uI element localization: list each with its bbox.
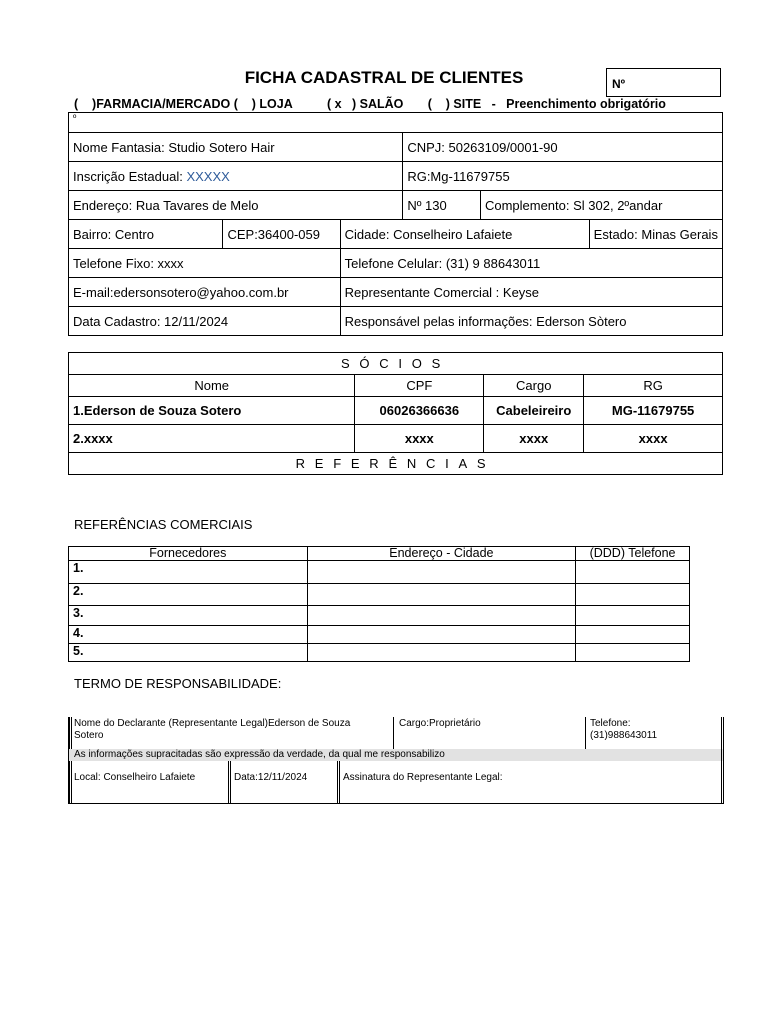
socio-nome[interactable]: 1.Ederson de Souza Sotero (69, 397, 355, 425)
cargo-field[interactable]: Cargo:Proprietário (399, 718, 481, 729)
table-row (69, 626, 690, 644)
ref-fornecedor[interactable]: 3. (69, 606, 308, 626)
ref-telefone[interactable] (576, 584, 690, 606)
divider (337, 761, 340, 803)
declarante-field[interactable]: Nome do Declarante (Representante Legal)Ederson de Souza Sotero (74, 718, 351, 741)
ref-fornecedor[interactable]: 1. (69, 561, 308, 584)
number-label: Nº (612, 77, 626, 91)
email-field[interactable]: E-mail:edersonsotero@yahoo.com.br (69, 278, 341, 307)
rg-field[interactable]: RG:Mg-11679755 (403, 162, 723, 191)
data-field[interactable]: Data:12/11/2024 (234, 772, 308, 783)
client-info-table (68, 112, 723, 336)
divider (393, 717, 394, 749)
ordinal-mark: º (69, 113, 723, 133)
table-row (69, 397, 723, 425)
ref-endereco[interactable] (307, 584, 576, 606)
socios-header-rg: RG (584, 375, 723, 397)
endereco-field[interactable]: Endereço: Rua Tavares de Melo (69, 191, 403, 220)
socio-cpf[interactable]: 06026366636 (355, 397, 484, 425)
complemento-field[interactable]: Complemento: Sl 302, 2ºandar (480, 191, 722, 220)
cep-field[interactable]: CEP:36400-059 (223, 220, 340, 249)
socio-cargo[interactable]: Cabeleireiro (484, 397, 584, 425)
divider (228, 761, 231, 803)
representante-field[interactable]: Representante Comercial : Keyse (340, 278, 722, 307)
form-title: FICHA CADASTRAL DE CLIENTES (244, 68, 524, 87)
divider (585, 717, 586, 749)
referencias-title: REFERÊNCIAS (69, 453, 723, 475)
responsavel-field[interactable]: Responsável pelas informações: Ederson Sòtero (340, 307, 722, 336)
ref-fornecedor[interactable]: 5. (69, 644, 308, 662)
socio-cargo[interactable]: xxxx (484, 425, 584, 453)
ref-header-endereco: Endereço - Cidade (307, 547, 576, 561)
telefone-field[interactable]: Telefone: (31)988643011 (590, 718, 658, 741)
divider (69, 717, 72, 749)
table-row (69, 561, 690, 584)
ref-telefone[interactable] (576, 561, 690, 584)
socios-header-cpf: CPF (355, 375, 484, 397)
declaracao-text: As informações supracitadas são expressão da verdade, da qual me responsabilizo (74, 749, 445, 760)
table-row (69, 425, 723, 453)
bairro-field[interactable]: Bairro: Centro (69, 220, 223, 249)
telefone-fixo-field[interactable]: Telefone Fixo: xxxx (69, 249, 341, 278)
referencias-table (68, 546, 690, 662)
socios-table (68, 352, 723, 475)
telefone-celular-field[interactable]: Telefone Celular: (31) 9 88643011 (340, 249, 722, 278)
ref-endereco[interactable] (307, 626, 576, 644)
divider (721, 717, 724, 803)
ref-fornecedor[interactable]: 2. (69, 584, 308, 606)
ref-endereco[interactable] (307, 561, 576, 584)
inscricao-label: Inscrição Estadual: (73, 168, 187, 184)
estado-field[interactable]: Estado: Minas Gerais (589, 220, 722, 249)
ref-telefone[interactable] (576, 644, 690, 662)
ref-telefone[interactable] (576, 626, 690, 644)
inscricao-value: XXXXX (186, 168, 230, 184)
table-row (69, 606, 690, 626)
cnpj-field[interactable]: CNPJ: 50263109/0001-90 (403, 133, 723, 162)
table-row (69, 584, 690, 606)
socios-title: SÓCIOS (69, 353, 723, 375)
socios-header-nome: Nome (69, 375, 355, 397)
ref-header-fornecedores: Fornecedores (69, 547, 308, 561)
divider (69, 761, 72, 803)
socios-header-cargo: Cargo (484, 375, 584, 397)
inscricao-estadual-field[interactable] (69, 162, 403, 191)
cidade-field[interactable]: Cidade: Conselheiro Lafaiete (340, 220, 589, 249)
nome-fantasia-field[interactable]: Nome Fantasia: Studio Sotero Hair (69, 133, 403, 162)
socio-cpf[interactable]: xxxx (355, 425, 484, 453)
assinatura-field[interactable]: Assinatura do Representante Legal: (343, 772, 503, 783)
numero-field[interactable]: Nº 130 (403, 191, 481, 220)
socio-rg[interactable]: xxxx (584, 425, 723, 453)
business-type-line: ( )FARMACIA/MERCADO ( ) LOJA ( x ) SALÃO ( ) SITE - Preenchimento obrigatório (74, 97, 666, 111)
socio-nome[interactable]: 2.xxxx (69, 425, 355, 453)
termo-heading: TERMO DE RESPONSABILIDADE: (74, 676, 282, 691)
ref-telefone[interactable] (576, 606, 690, 626)
ref-fornecedor[interactable]: 4. (69, 626, 308, 644)
declaration-box (68, 717, 724, 804)
number-field[interactable] (606, 68, 721, 97)
table-row (69, 644, 690, 662)
ref-endereco[interactable] (307, 644, 576, 662)
referencias-comerciais-heading: REFERÊNCIAS COMERCIAIS (74, 517, 253, 532)
socio-rg[interactable]: MG-11679755 (584, 397, 723, 425)
data-cadastro-field[interactable]: Data Cadastro: 12/11/2024 (69, 307, 341, 336)
ref-header-telefone: (DDD) Telefone (576, 547, 690, 561)
ref-endereco[interactable] (307, 606, 576, 626)
local-field[interactable]: Local: Conselheiro Lafaiete (74, 772, 196, 783)
